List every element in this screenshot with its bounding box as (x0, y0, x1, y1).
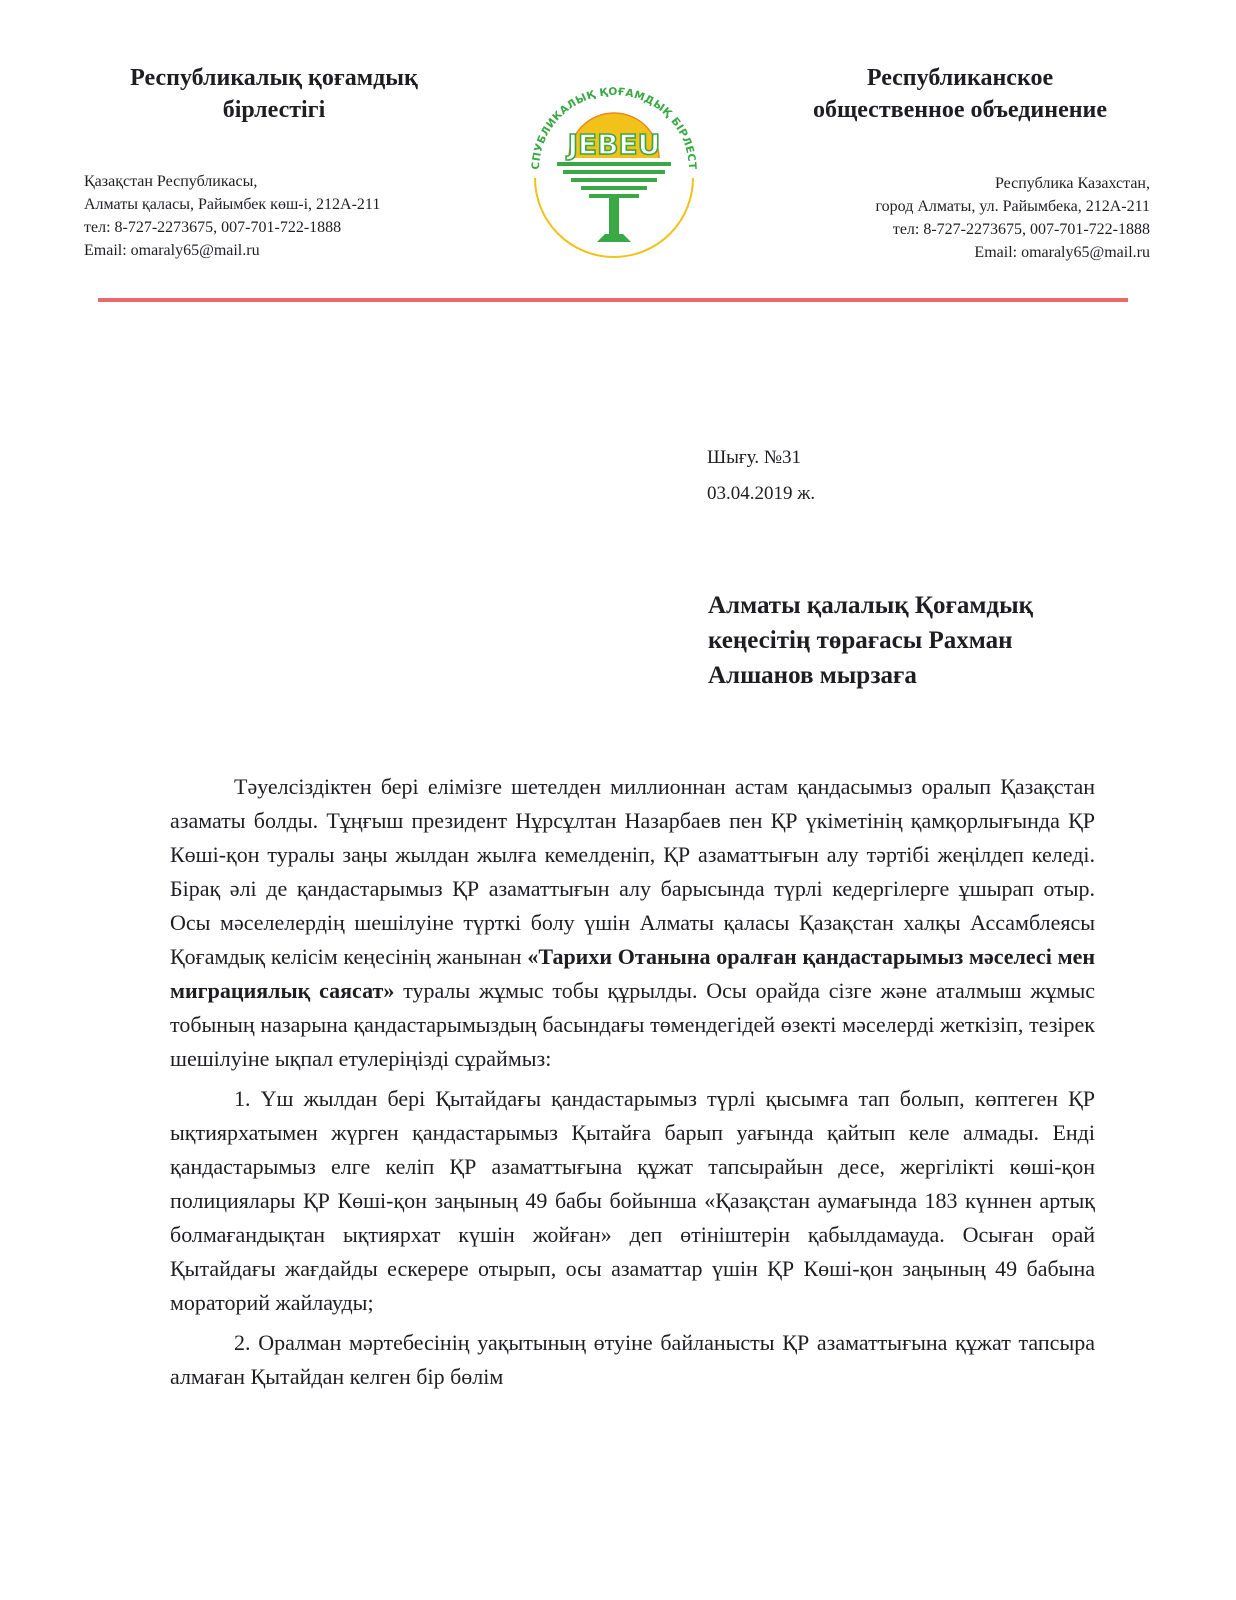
intro-text-end: туралы жұмыс тобы құрылды. Осы орайда сізге және аталмыш жұмыс тобының назарына қандастарымыздың басындағы төмендегідей өзекті мәселерді жеткізіп, тезірек шешілуіне ықпал етулеріңізді сұраймыз: (170, 978, 1096, 1071)
outgoing-number: Шығу. №31 (707, 447, 801, 468)
recipient-line3: Алшанов мырзаға (708, 662, 917, 689)
list-item-1: 1. Үш жылдан бері Қытайдағы қандастарымыз түрлі қысымға тап болып, көптеген ҚР ықтиярхатымен жүрген қандастарымыз Қытайға барып уағында қайтып келе алмады. Енді қандастарымыз елге келіп ҚР азаматтығына құжат тапсырайын десе, жергілікті көші-қон полициялары ҚР Көші-қон заңының 49 бабы бойынша «Қазақстан аумағында 183 күннен артық болмағандықтан ықтиярхат күшін жойған» деп өтініштерін қабылдамауда. Осыған орай Қытайдағы жағдайды ескерере отырып, осы азаматтар үшін ҚР Көші-қон заңының 49 бабына мораторий жайлауды; (170, 1086, 1095, 1315)
recipient-block (708, 588, 1148, 693)
recipient-line2: кеңесітің төрағасы Рахман (708, 627, 1013, 654)
outgoing-reference (707, 440, 815, 512)
logo-text: JEBEU (567, 128, 661, 161)
header-right-block (770, 62, 1150, 264)
intro-paragraph (170, 770, 1095, 1076)
letter-body (170, 770, 1095, 1394)
email: Email: omaraly65@mail.ru (84, 242, 260, 259)
outgoing-date: 03.04.2019 ж. (707, 483, 816, 504)
jebeu-logo-icon (505, 58, 723, 258)
org-title-kz-line1: Республикалық қоғамдық (130, 65, 418, 91)
recipient-line1: Алматы қалалық Қоғамдық (708, 592, 1033, 619)
intro-text-start: Тәуелсіздіктен бері елімізге шетелден миллионнан астам қандасымыз оралып Қазақстан азаматы болды. Тұңғыш президент Нұрсұлтан Назарбаев пен ҚР үкіметінің қамқорлығында ҚР Көші-қон туралы заңы жылдан жылға кемелденіп, ҚР азаматтығын алу тәртібі жеңілдеп келеді. Бірақ әлі де қандастарымыз ҚР азаматтығын алу барысында түрлі кедергілерге ұшырап отыр. Осы мәселелердің шешілуіне түрткі болу үшін Алматы қаласы Қазақстан халқы Ассамблеясы Қоғамдық келісім кеңесінің жанынан (170, 774, 1095, 969)
org-title-ru-line2: общественное объединение (812, 97, 1108, 123)
phone: тел: 8-727-2273675, 007-701-722-1888 (84, 219, 342, 236)
email: Email: omaraly65@mail.ru (974, 244, 1150, 261)
logo-ring-text: СПУБЛИКАЛЫҚ ҚОҒАМДЫҚ БІРЛЕСТ (529, 85, 699, 170)
address-line1: Республика Казахстан, (994, 175, 1150, 192)
address-line2: город Алматы, ул. Райымбека, 212А-211 (875, 198, 1150, 215)
org-title-ru-line1: Республиканское (866, 65, 1054, 91)
working-group-title: «Тарихи Отанына оралған қандастарымыз мәселесі мен миграциялық саясат» (170, 944, 1096, 1003)
organization-logo (505, 58, 723, 258)
header-left-block (84, 62, 464, 262)
address-line1: Қазақстан Республикасы, (84, 173, 258, 190)
org-title-russian (770, 62, 1150, 126)
contact-block-russian (770, 172, 1150, 264)
org-title-kazakh (84, 62, 464, 126)
org-title-kz-line2: бірлестігі (222, 97, 326, 123)
contact-block-kazakh (84, 170, 464, 262)
address-line2: Алматы қаласы, Райымбек көш-і, 212А-211 (84, 196, 381, 213)
header-divider (98, 298, 1128, 302)
phone: тел: 8-727-2273675, 007-701-722-1888 (892, 221, 1150, 238)
list-item-2: 2. Оралман мәртебесінің уақытының өтуіне байланысты ҚР азаматтығына құжат тапсыра алмаған Қытайдан келген бір бөлім (170, 1330, 1095, 1389)
